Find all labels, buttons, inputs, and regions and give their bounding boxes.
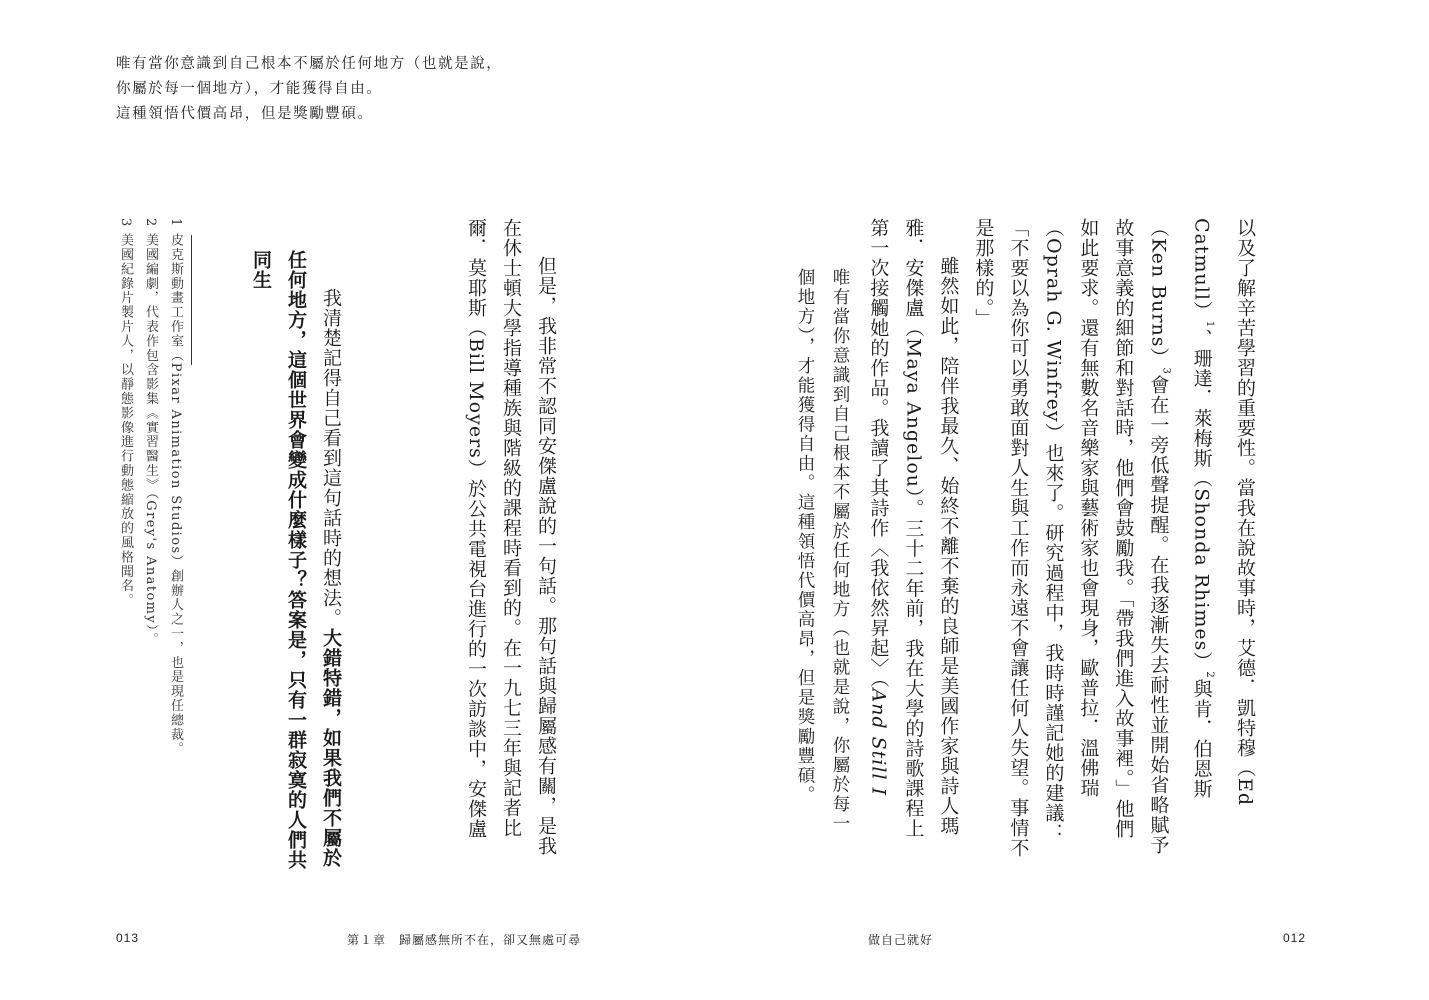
block-quote xyxy=(779,268,857,848)
footnote-divider xyxy=(191,235,192,365)
paragraph: 以及了解辛苦學習的重要性。當我在說故事時，艾德．凱特穆（Ed Catmull）$^1$、珊達．萊梅斯（Shonda Rhimes）$^2$與肯．伯恩斯（Ken Burns）$^3$會在一旁低聲提醒。在我逐漸失去耐性並開始省略賦予故事意義的細節和對話時，他們會鼓勵我。「帶我們進入故事裡。」他們如此要求。還有無數名音樂家與藝術家也會現身，歐普拉．溫佛瑞（Oprah G. Winfrey）也來了。研究過程中，我時時謹記她的建議：「不要以為你可以勇敢面對人生與工作而永遠不會讓任何人失望。事情不是那樣的。」 xyxy=(972,218,1256,858)
quote-text: 唯有當你意識到自己根本不屬於任何地方（也就是說，你屬於每一個地方），才能獲得自由。這種領悟代價高昂，但是獎勵豐碩。 xyxy=(795,268,850,834)
footnote-mark: 2 xyxy=(1204,671,1215,679)
footnote: 3 美國紀錄片製片人，以靜態影像進行動態縮放的風格聞名。 xyxy=(118,218,133,608)
page-number-left: 013 xyxy=(116,931,140,945)
footnote-mark: 1 xyxy=(1204,320,1215,329)
paragraph: 我清楚記得自己看到這句話時的想法。大錯特錯，如果我們不屬於任何地方，這個世界會變成什麼樣子？答案是，只有一群寂寞的人們共同生 xyxy=(250,250,342,870)
footnote-mark: 3 xyxy=(1160,367,1172,375)
poem-title: And Still I xyxy=(867,688,890,797)
epigraph-line: 你屬於每一個地方），才能獲得自由。 xyxy=(116,81,383,97)
left-page-conclusion xyxy=(248,250,348,870)
epigraph-line: 這種領悟代價高昂，但是獎勵豐碩。 xyxy=(116,106,374,122)
page-number-right: 012 xyxy=(1283,931,1307,945)
footnote: 1 皮克斯動畫工作室（Pixar Animation Studios）創辦人之一，也是現任總裁。 xyxy=(168,218,183,757)
paragraph: 雖然如此，陪伴我最久、始終不離不棄的良師是美國作家與詩人瑪雅．安傑盧（Maya Angelou）。三十二年前，我在大學的詩歌課程上第一次接觸她的作品。我讀了其詩作〈我依然昇起〉（And Still I xyxy=(866,218,965,858)
epigraph xyxy=(116,52,503,127)
epigraph-line: 唯有當你意識到自己根本不屬於任何地方（也就是說， xyxy=(116,56,503,72)
footnote: 2 美國編劇，代表作包含影集《實習醫生》（Grey's Anatomy）。 xyxy=(143,218,158,647)
running-head-left: 第１章 歸屬感無所不在，卻又無處可尋 xyxy=(347,933,582,947)
left-page-intro xyxy=(459,218,563,858)
right-page-body xyxy=(866,218,1262,858)
running-head-right: 做自己就好 xyxy=(868,933,934,947)
bold-emphasis: 大錯特錯，如果我們不屬於任何地方，這個世界會變成什麼樣子？答案是，只有一群寂寞的人們共同生 xyxy=(250,250,342,870)
paragraph: 但是，我非常不認同安傑盧說的一句話。那句話與歸屬感有關，是我在休士頓大學指導種族與階級的課程時看到的。在一九七三年與記者比爾．莫耶斯（Bill Moyers）於公共電視台進行的一次訪談中，安傑盧 xyxy=(465,218,557,856)
footnotes xyxy=(112,218,188,858)
